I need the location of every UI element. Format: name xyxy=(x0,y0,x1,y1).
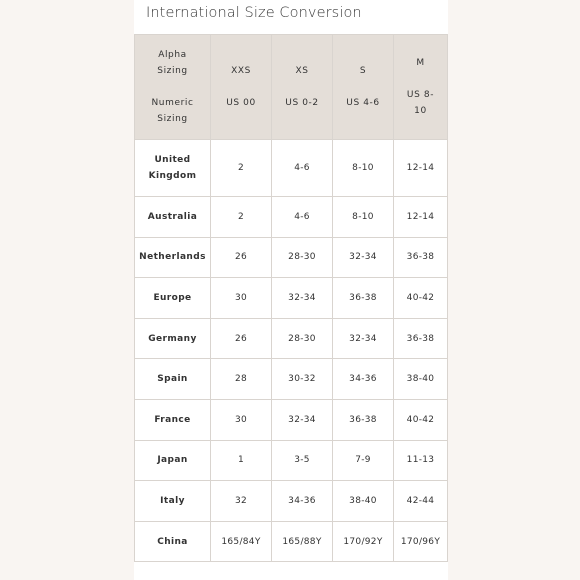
size-cell: 38-40 xyxy=(394,359,448,400)
alpha-size: M xyxy=(416,58,425,68)
size-cell: 38-40 xyxy=(333,481,394,522)
country-cell: China xyxy=(135,521,211,562)
table-row xyxy=(135,318,448,359)
table-row xyxy=(135,278,448,319)
header-size-xs xyxy=(272,35,333,140)
table-row xyxy=(135,521,448,562)
size-cell: 12-14 xyxy=(394,197,448,238)
size-cell: 30 xyxy=(211,399,272,440)
table-row xyxy=(135,359,448,400)
size-cell: 36-38 xyxy=(333,399,394,440)
size-cell: 34-36 xyxy=(333,359,394,400)
alpha-size: XXS xyxy=(231,66,251,76)
size-cell: 3-5 xyxy=(272,440,333,481)
alpha-size: S xyxy=(359,66,367,76)
size-cell: 4-6 xyxy=(272,197,333,238)
size-cell: 30 xyxy=(211,278,272,319)
country-cell: Europe xyxy=(135,278,211,319)
size-cell: 2 xyxy=(211,140,272,197)
size-cell: 26 xyxy=(211,318,272,359)
header-size-m xyxy=(394,35,448,140)
size-cell: 8-10 xyxy=(333,197,394,238)
size-cell: 34-36 xyxy=(272,481,333,522)
size-cell: 26 xyxy=(211,237,272,278)
size-cell: 32 xyxy=(211,481,272,522)
size-cell: 8-10 xyxy=(333,140,394,197)
size-cell: 40-42 xyxy=(394,278,448,319)
size-cell: 2 xyxy=(211,197,272,238)
size-cell: 32-34 xyxy=(272,278,333,319)
country-cell: Netherlands xyxy=(135,237,211,278)
size-cell: 32-34 xyxy=(333,237,394,278)
country-name: United xyxy=(154,155,191,165)
size-cell: 40-42 xyxy=(394,399,448,440)
header-row xyxy=(135,35,448,140)
country-cell xyxy=(135,140,211,197)
size-cell: 11-13 xyxy=(394,440,448,481)
table-row xyxy=(135,399,448,440)
table-row xyxy=(135,440,448,481)
country-name: Kingdom xyxy=(148,171,197,181)
size-cell: 165/84Y xyxy=(211,521,272,562)
size-cell: 170/96Y xyxy=(394,521,448,562)
alpha-size: XS xyxy=(295,66,309,76)
country-cell: France xyxy=(135,399,211,440)
header-size-xxs xyxy=(211,35,272,140)
numeric-size: US 8- xyxy=(406,90,435,100)
alpha-sizing-label: Sizing xyxy=(157,66,188,76)
size-cell: 28-30 xyxy=(272,237,333,278)
size-cell: 42-44 xyxy=(394,481,448,522)
size-cell: 32-34 xyxy=(333,318,394,359)
size-cell: 12-14 xyxy=(394,140,448,197)
numeric-size: US 00 xyxy=(226,98,256,108)
header-corner-cell xyxy=(135,35,211,140)
header-size-s xyxy=(333,35,394,140)
numeric-size: 10 xyxy=(414,106,427,116)
numeric-sizing-label: Sizing xyxy=(157,114,188,124)
numeric-size: US 4-6 xyxy=(346,98,380,108)
size-cell: 165/88Y xyxy=(272,521,333,562)
country-cell: Australia xyxy=(135,197,211,238)
country-cell: Japan xyxy=(135,440,211,481)
size-cell: 30-32 xyxy=(272,359,333,400)
page-title: International Size Conversion xyxy=(146,5,362,21)
country-cell: Germany xyxy=(135,318,211,359)
table-row xyxy=(135,140,448,197)
country-cell: Spain xyxy=(135,359,211,400)
size-cell: 32-34 xyxy=(272,399,333,440)
size-cell: 36-38 xyxy=(333,278,394,319)
size-cell: 1 xyxy=(211,440,272,481)
numeric-sizing-label: Numeric xyxy=(151,98,194,108)
size-cell: 4-6 xyxy=(272,140,333,197)
size-cell: 7-9 xyxy=(333,440,394,481)
size-cell: 170/92Y xyxy=(333,521,394,562)
size-cell: 28 xyxy=(211,359,272,400)
size-cell: 36-38 xyxy=(394,237,448,278)
table-row xyxy=(135,237,448,278)
size-cell: 28-30 xyxy=(272,318,333,359)
table-row xyxy=(135,481,448,522)
numeric-size: US 0-2 xyxy=(285,98,319,108)
country-cell: Italy xyxy=(135,481,211,522)
table-row xyxy=(135,197,448,238)
alpha-sizing-label: Alpha xyxy=(158,50,187,60)
size-conversion-table xyxy=(134,34,448,562)
size-cell: 36-38 xyxy=(394,318,448,359)
